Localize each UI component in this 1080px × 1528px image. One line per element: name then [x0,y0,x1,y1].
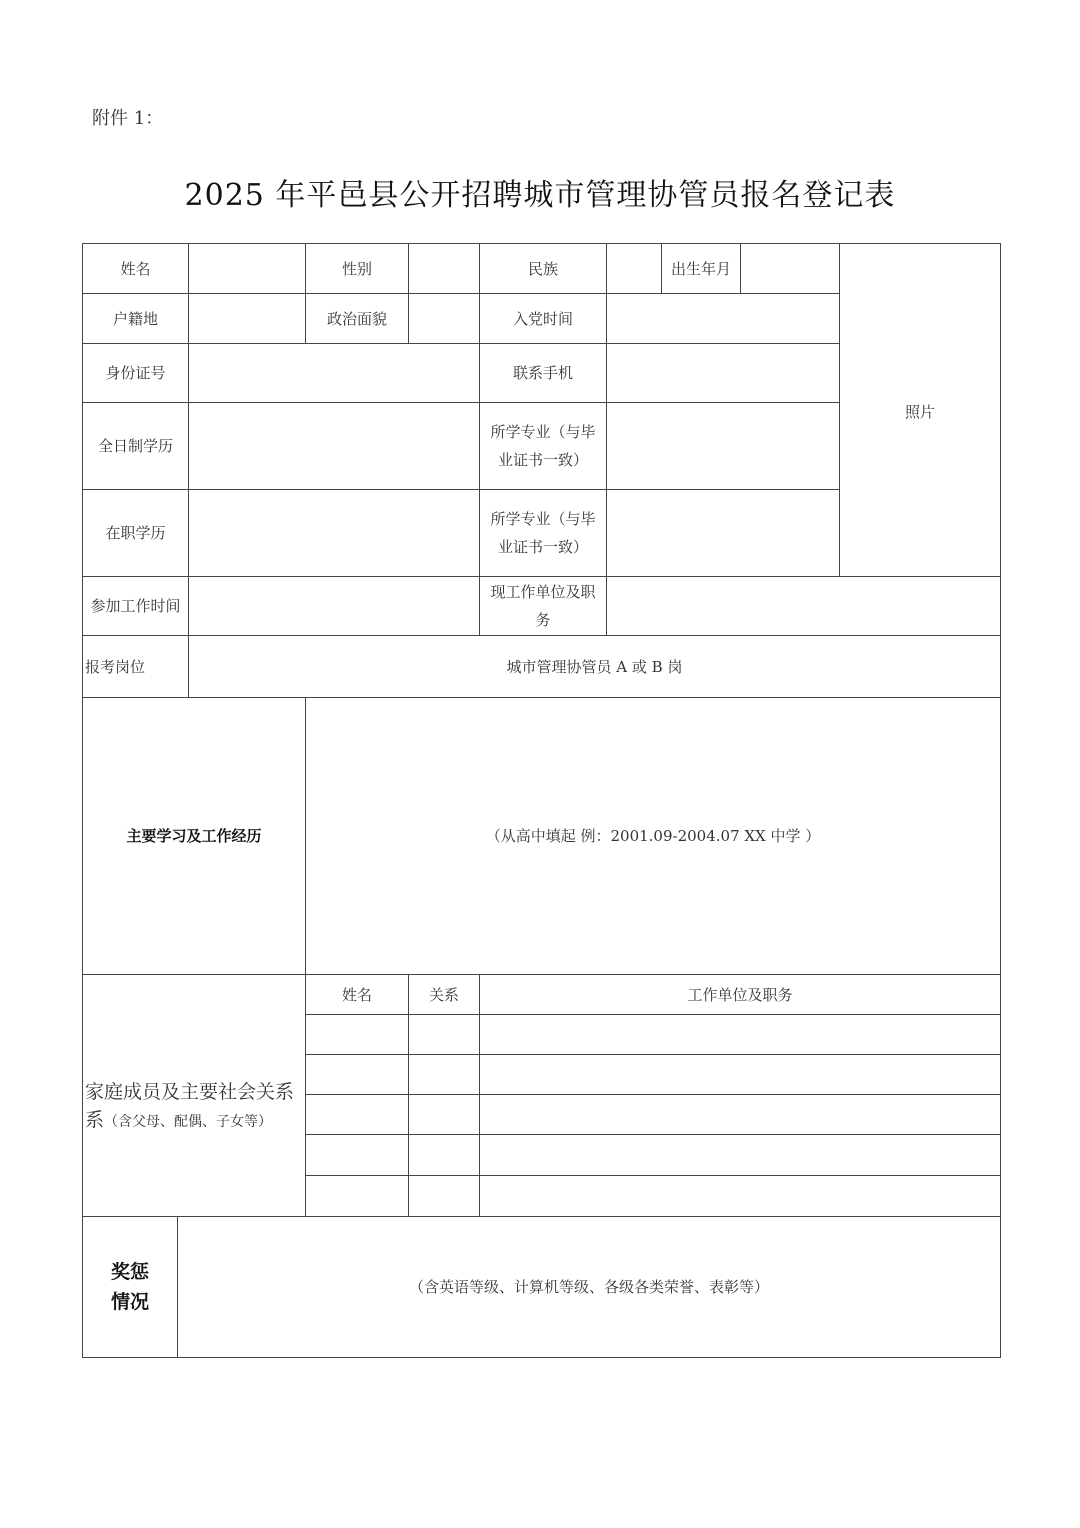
ethnicity-label: 民族 [479,243,607,294]
major-label-1: 所学专业（与毕业证书一致） [479,402,607,490]
hukou-field[interactable] [188,293,306,344]
party-join-label: 入党时间 [479,293,607,344]
birth-label: 出生年月 [661,243,741,294]
phone-label: 联系手机 [479,343,607,403]
position-value[interactable]: 城市管理协管员 A 或 B 岗 [188,635,1001,698]
family-row-1-relation[interactable] [408,1014,480,1055]
current-work-label: 现工作单位及职务 [479,576,607,636]
gender-field[interactable] [408,243,480,294]
family-label-main: 家庭成员及主要社会关系 [85,1080,295,1103]
awards-label: 奖惩情况 [82,1216,178,1358]
id-field[interactable] [188,343,480,403]
family-row-3-relation[interactable] [408,1094,480,1135]
family-label-sub-note: （含父母、配偶、子女等） [104,1113,273,1130]
onjob-edu-field[interactable] [188,489,480,577]
onjob-edu-label: 在职学历 [82,489,189,577]
experience-field[interactable]: （从高中填起 例：2001.09-2004.07 XX 中学 ） [305,697,1001,975]
phone-field[interactable] [606,343,840,403]
family-label-sub [85,1106,272,1136]
family-row-2-work[interactable] [479,1054,1001,1095]
work-start-label: 参加工作时间 [82,576,189,636]
family-row-1-name[interactable] [305,1014,409,1055]
political-label: 政治面貌 [305,293,409,344]
family-row-5-name[interactable] [305,1175,409,1217]
hukou-label: 户籍地 [82,293,189,344]
family-row-2-name[interactable] [305,1054,409,1095]
family-col-relation: 关系 [408,974,480,1015]
birth-field[interactable] [740,243,840,294]
political-field[interactable] [408,293,480,344]
family-row-3-work[interactable] [479,1094,1001,1135]
family-label-sub-char: 系 [85,1108,105,1131]
position-label: 报考岗位 [82,635,189,698]
awards-field[interactable]: （含英语等级、计算机等级、各级各类荣誉、表彰等） [177,1216,1001,1358]
family-col-work: 工作单位及职务 [479,974,1001,1015]
form-title: 2025 年平邑县公开招聘城市管理协管员报名登记表 [184,178,896,213]
gender-label: 性别 [305,243,409,294]
id-label: 身份证号 [82,343,189,403]
fulltime-edu-label: 全日制学历 [82,402,189,490]
current-work-field[interactable] [606,576,1001,636]
experience-label: 主要学习及工作经历 [82,697,306,975]
family-row-4-work[interactable] [479,1134,1001,1176]
fulltime-edu-field[interactable] [188,402,480,490]
family-row-5-work[interactable] [479,1175,1001,1217]
family-row-4-name[interactable] [305,1134,409,1176]
major-field-1[interactable] [606,402,840,490]
party-join-field[interactable] [606,293,840,344]
work-start-field[interactable] [188,576,480,636]
major-field-2[interactable] [606,489,840,577]
family-label [82,974,306,1217]
photo-box[interactable]: 照片 [839,243,1001,577]
family-row-3-name[interactable] [305,1094,409,1135]
family-row-1-work[interactable] [479,1014,1001,1055]
family-col-name: 姓名 [305,974,409,1015]
family-row-4-relation[interactable] [408,1134,480,1176]
major-label-2: 所学专业（与毕业证书一致） [479,489,607,577]
family-row-5-relation[interactable] [408,1175,480,1217]
name-label: 姓名 [82,243,189,294]
ethnicity-field[interactable] [606,243,662,294]
attachment-label: 附件 1： [92,108,164,129]
family-row-2-relation[interactable] [408,1054,480,1095]
name-field[interactable] [188,243,306,294]
